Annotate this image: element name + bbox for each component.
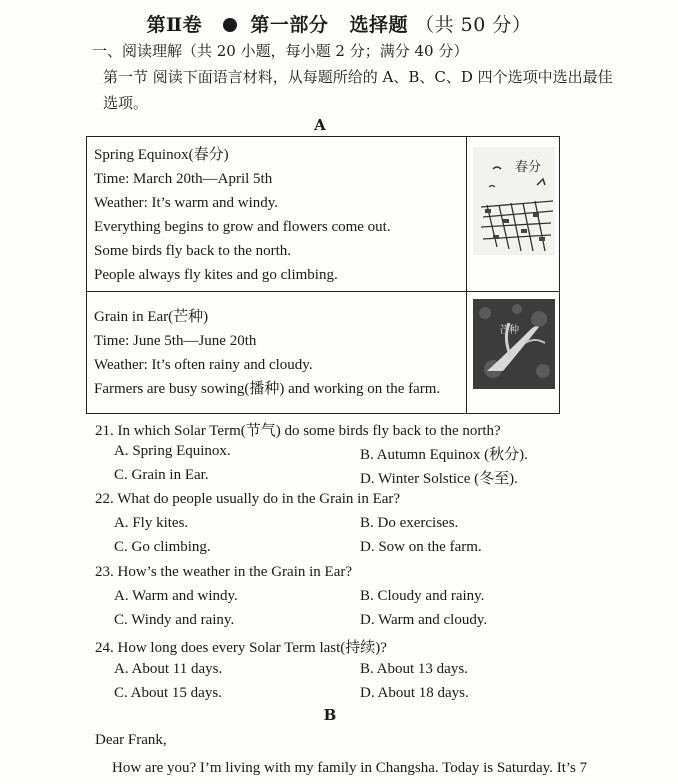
table-column-divider — [466, 137, 467, 413]
question-21-stem: 21. In which Solar Term(节气) do some birds fly back to the north? — [95, 423, 501, 439]
letter-greeting: Dear Frank, — [95, 732, 167, 748]
cell-line: People always fly kites and go climbing. — [94, 267, 338, 283]
passage-b-label: B — [323, 706, 337, 724]
image-caption: 春分 — [515, 160, 542, 175]
cell-line: Everything begins to grow and flowers come out. — [94, 219, 391, 235]
question-23-option-c[interactable]: C. Windy and rainy. — [114, 612, 235, 628]
bullet-dot-icon — [223, 18, 237, 32]
spring-field-illustration — [473, 147, 555, 255]
question-23-option-d[interactable]: D. Warm and cloudy. — [360, 612, 488, 628]
question-22-option-b[interactable]: B. Do exercises. — [360, 515, 459, 531]
cell-line: Some birds fly back to the north. — [94, 243, 292, 259]
cell-line: Time: June 5th—June 20th — [94, 333, 257, 349]
question-24-option-a[interactable]: A. About 11 days. — [114, 661, 223, 677]
cell-line: Spring Equinox(春分) — [94, 147, 229, 163]
question-22-option-c[interactable]: C. Go climbing. — [114, 539, 211, 555]
volume-label: 第Ⅱ卷 — [146, 14, 203, 36]
section-type-label: 选择题 — [349, 14, 409, 36]
spring-equinox-cell — [94, 143, 391, 287]
question-23-stem: 23. How’s the weather in the Grain in Ear? — [95, 564, 352, 580]
grain-in-ear-cell — [94, 305, 440, 401]
question-21-option-b[interactable]: B. Autumn Equinox (秋分). — [360, 447, 528, 463]
question-23-option-a[interactable]: A. Warm and windy. — [114, 588, 238, 604]
question-24-option-c[interactable]: C. About 15 days. — [114, 685, 222, 701]
section-heading: 一、阅读理解（共 20 小题，每小题 2 分；满分 40 分） — [92, 42, 469, 60]
instruction-line-2: 选项。 — [103, 94, 149, 112]
svg-text:芒种: 芒种 — [499, 325, 519, 336]
paper-title — [0, 10, 678, 37]
cell-line: Farmers are busy sowing(播种) and working on the farm. — [94, 381, 441, 397]
part-label: 第一部分 — [250, 14, 329, 36]
question-23-option-b[interactable]: B. Cloudy and rainy. — [360, 588, 485, 604]
cell-line: Weather: It’s often rainy and cloudy. — [94, 357, 313, 373]
question-24-stem: 24. How long does every Solar Term last(持续)? — [95, 640, 387, 656]
letter-body-line-1: How are you? I’m living with my family in Changsha. Today is Saturday. It’s 7 — [112, 760, 588, 776]
passage-a-label: A — [314, 116, 326, 134]
question-21-option-a[interactable]: A. Spring Equinox. — [114, 443, 231, 459]
question-22-stem: 22. What do people usually do in the Grain in Ear? — [95, 491, 401, 507]
question-24-option-b[interactable]: B. About 13 days. — [360, 661, 468, 677]
cell-line: Grain in Ear(芒种) — [94, 309, 209, 325]
question-21-option-c[interactable]: C. Grain in Ear. — [114, 467, 209, 483]
table-row-divider — [87, 291, 559, 292]
cell-line: Time: March 20th—April 5th — [94, 171, 273, 187]
question-21-option-d[interactable]: D. Winter Solstice (冬至). — [360, 471, 518, 487]
solar-term-table — [86, 136, 560, 414]
question-24-option-d[interactable]: D. About 18 days. — [360, 685, 469, 701]
cell-line: Weather: It’s warm and windy. — [94, 195, 279, 211]
question-22-option-a[interactable]: A. Fly kites. — [114, 515, 189, 531]
score-label: （共 50 分） — [415, 14, 532, 36]
spring-equinox-image — [473, 147, 555, 255]
question-22-option-d[interactable]: D. Sow on the farm. — [360, 539, 482, 555]
grain-ear-illustration — [473, 299, 555, 389]
instruction-line-1: 第一节 阅读下面语言材料，从每题所给的 A、B、C、D 四个选项中选出最佳 — [103, 68, 613, 86]
grain-in-ear-image — [473, 299, 555, 389]
